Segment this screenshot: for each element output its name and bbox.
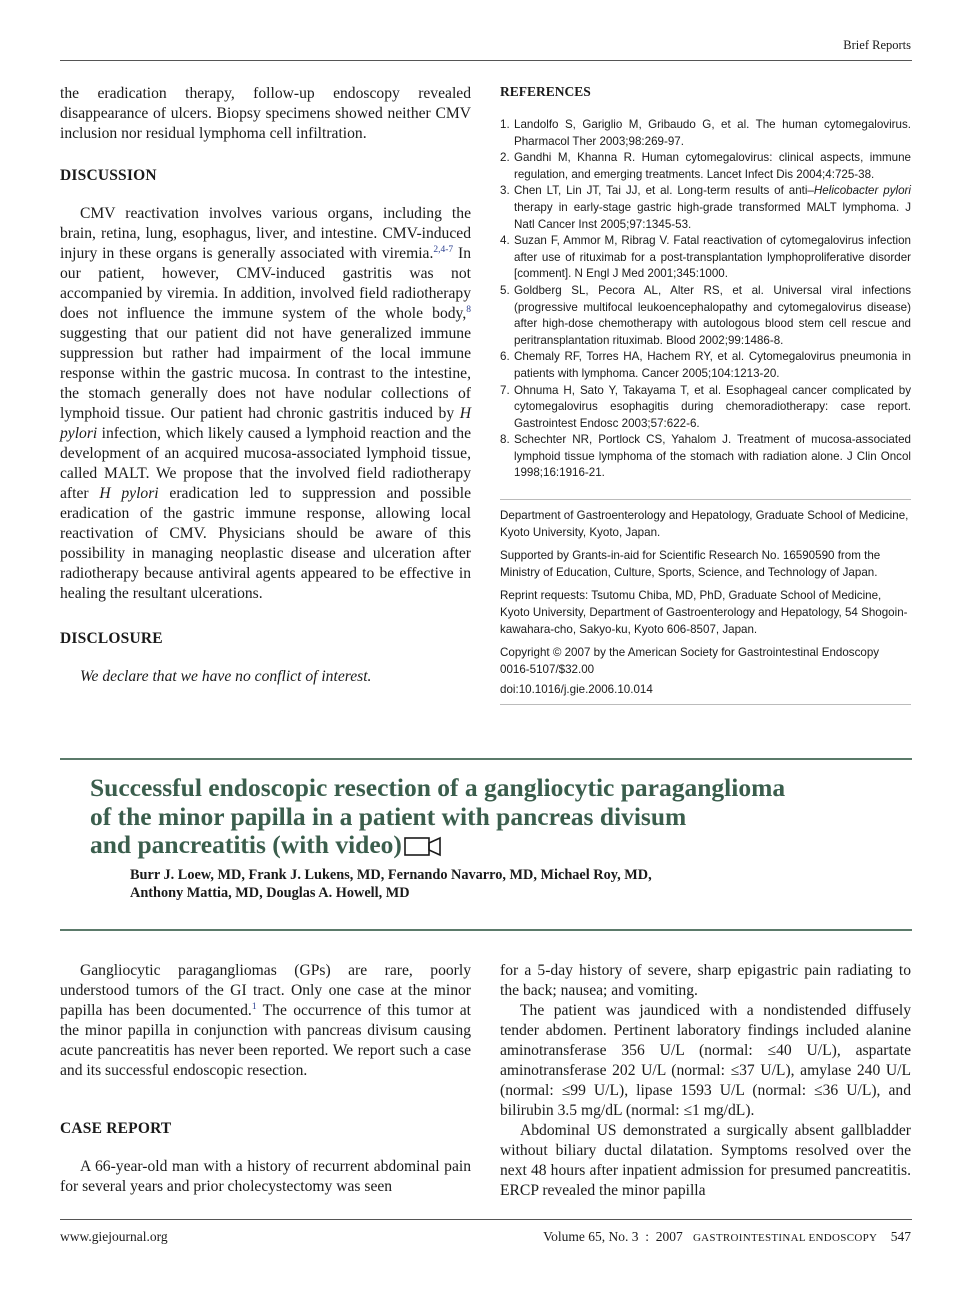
- page-number: 547: [890, 1229, 911, 1244]
- intro-paragraph: Gangliocytic paragangliomas (GPs) are rare, poorly understood tumors of the GI tract. Only one case at the minor papilla has been documented.$^1$ The occurrence of this tumor at the minor papilla in conjunction with pancreas divisum causing acute pancreatitis has never been reported. We report such a case and its successful endoscopic resection.: [60, 962, 471, 1079]
- reprint-requests: Reprint requests: Tsutomu Chiba, MD, PhD, Graduate School of Medicine, Kyoto University, Department of Gastroenterology and Hepatology, 54 Shogoin-kawahara-cho, Sakyo-ku, Kyoto 606-8507, Japan.: [500, 589, 908, 636]
- case-report-continuation: for a 5-day history of severe, sharp epigastric pain radiating to the back; nausea; and vomiting.: [500, 962, 911, 999]
- citation-link[interactable]: 2,4-7: [433, 244, 454, 255]
- continuation-paragraph: the eradication therapy, follow-up endoscopy revealed disappearance of ulcers. Biopsy specimens showed neither CMV inclusion nor residual lymphoma cell infiltration.: [60, 85, 471, 142]
- left-column-bottom: [60, 961, 471, 1197]
- journal-url[interactable]: www.giejournal.org: [60, 1229, 168, 1244]
- discussion-heading: DISCUSSION: [60, 167, 157, 184]
- article-title: Successful endoscopic resection of a gangliocytic paraganglioma of the minor papilla in a patient with pancreas divisum and pancreatitis (with video): [90, 774, 870, 864]
- affiliation-department: Department of Gastroenterology and Hepatology, Graduate School of Medicine, Kyoto University, Kyoto, Japan.: [500, 509, 909, 539]
- citation-link[interactable]: 1: [251, 1001, 257, 1012]
- affiliation-support: Supported by Grants-in-aid for Scientific Research No. 16590590 from the Ministry of Education, Culture, Sports, Science, and Technology of Japan.: [500, 549, 881, 579]
- reference-item: 5. Goldberg SL, Pecora AL, Alter RS, et al. Universal viral infections (progressive multifocal leukoencephalopathy and cytomegalovirus disease) after high-dose chemotherapy with autologous blood stem cell rescue and peritransplantation rituximab. Blood 2002;99:1486-8.: [500, 283, 911, 347]
- imaging-paragraph: Abdominal US demonstrated a surgically absent gallbladder without biliary ductal dilatation. Symptoms resolved over the next 48 hours after inpatient admission for presumed pancreatitis. ERCP revealed the minor papilla: [500, 1122, 911, 1199]
- article-title-bottom-rule: [60, 929, 912, 931]
- references-section: [500, 84, 911, 482]
- volume-info: Volume 65, No. 3 : 2007: [543, 1229, 683, 1244]
- footer-rule: [60, 1219, 912, 1220]
- citation-link[interactable]: 8: [466, 304, 471, 315]
- reference-item: 2. Gandhi M, Khanna R. Human cytomegalovirus: clinical aspects, immune regulation, and emerging treatments. Lancet Infect Dis 2004;4:725-38.: [500, 151, 911, 181]
- references-heading: REFERENCES: [500, 84, 591, 99]
- footer-citation: [543, 1229, 911, 1245]
- reference-item: 7. Ohnuma H, Sato Y, Takayama T, et al. Esophageal cancer complicated by cytomegalovirus esophagitis during chemoradiotherapy: case report. Gastrointest Endosc 2003;57:622-6.: [500, 383, 911, 430]
- article-top-rule: [60, 758, 912, 760]
- discussion-paragraph: CMV reactivation involves various organs, including the brain, retina, lung, esophagus, liver, and intestine. CMV-induced injury in these organs is generally associated with viremia.$^{2,4-7}$ In our patient, however, CMV-induced gastritis was not accompanied by viremia. In addition, involved field radiotherapy does not influence the immune system of the whole body,$^8$ suggesting that our patient did not have generalized immune suppression but rather had impairment of the local immune response within the gastric mucosa. In contrast to the intestine, the stomach generally does not have nodular collections of lymphoid tissue. Our patient had chronic gastritis induced by H pylori infection, which likely caused a lymphoid reaction and the development of an acquired mucosa-associated lymphoid tissue, called MALT. We propose that the involved field radiotherapy after H pylori eradication led to suppression and possible eradication of the gastric immune response, allowing local reactivation of CMV. Physicians should be aware of this possibility in managing neoplastic disease and ulceration after radiotherapy because antiviral agents appeared to be effective in healing the resultant ulcerations.: [60, 205, 472, 602]
- affiliation-box: [500, 508, 911, 699]
- article-authors: Burr J. Loew, MD, Frank J. Lukens, MD, Fernando Navarro, MD, Michael Roy, MD, Anthony Mattia, MD, Douglas A. Howell, MD: [130, 867, 652, 901]
- doi-link[interactable]: doi:10.1016/j.gie.2006.10.014: [500, 683, 653, 697]
- affiliation-top-rule: [500, 499, 911, 500]
- video-camera-icon[interactable]: [404, 835, 442, 864]
- reference-item: 8. Schechter NR, Portlock CS, Yahalom J. Treatment of mucosa-associated lymphoid tissue lymphoma of the stomach with radiation alone. J Clin Oncol 1998;16:1916-21.: [500, 433, 911, 480]
- top-rule: [60, 60, 912, 61]
- reference-item: 4. Suzan F, Ammor M, Ribrag V. Fatal reactivation of cytomegalovirus infection after use of rituximab for a post-transplantation lymphoproliferative disorder [comment]. N Engl J Med 2001;345:1000.: [500, 234, 911, 281]
- case-report-paragraph: A 66-year-old man with a history of recurrent abdominal pain for several years and prior cholecystectomy was seen: [60, 1158, 471, 1195]
- left-column-top: [60, 84, 471, 687]
- journal-name: GASTROINTESTINAL ENDOSCOPY: [692, 1232, 878, 1244]
- lab-findings-paragraph: The patient was jaundiced with a nondistended diffusely tender abdomen. Pertinent laboratory findings included alanine aminotransferase 356 U/L (normal: ≤40 U/L), aspartate aminotransferase 202 U/L (normal: ≤37 U/L), amylase 240 U/L (normal: ≤99 U/L), lipase 1593 U/L (normal: ≤36 U/L), and bilirubin 3.5 mg/dL (normal: ≤1 mg/dL).: [500, 1002, 911, 1119]
- right-column-bottom: [500, 961, 911, 1201]
- reference-item: 1. Landolfo S, Gariglio M, Gribaudo G, et al. The human cytomegalovirus. Pharmacol Ther 2003;98:269-97.: [500, 118, 911, 148]
- references-list: [500, 117, 911, 482]
- affiliation-bottom-rule: [500, 704, 911, 705]
- case-report-heading: CASE REPORT: [60, 1120, 172, 1137]
- reference-item: 6. Chemaly RF, Torres HA, Hachem RY, et al. Cytomegalovirus pneumonia in patients with lymphoma. Cancer 2005;104:1213-20.: [500, 350, 911, 380]
- disclosure-heading: DISCLOSURE: [60, 630, 163, 647]
- reference-item: 3. Chen LT, Lin JT, Tai JJ, et al. Long-term results of anti–Helicobacter pylori therapy in early-stage gastric high-grade transformed MALT lymphoma. J Natl Cancer Inst 2005;97:1345-53.: [500, 184, 911, 231]
- disclosure-text: We declare that we have no conflict of interest.: [80, 668, 372, 685]
- running-head: Brief Reports: [843, 38, 911, 52]
- copyright-notice: Copyright © 2007 by the American Society for Gastrointestinal Endoscopy 0016-5107/$32.00: [500, 646, 880, 676]
